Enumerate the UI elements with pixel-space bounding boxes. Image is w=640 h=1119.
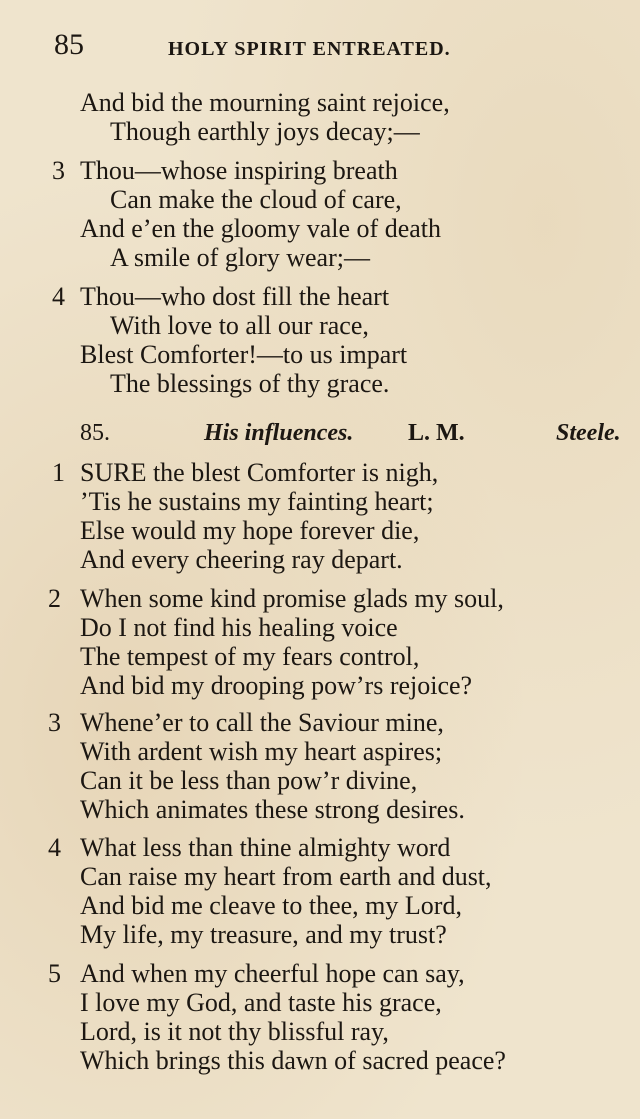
verse-line: And when my cheerful hope can say, bbox=[80, 959, 465, 988]
verse-line: Which animates these strong desires. bbox=[80, 795, 465, 824]
verse-line: When some kind promise glads my soul, bbox=[80, 584, 504, 613]
verse-line: What less than thine almighty word bbox=[80, 833, 451, 862]
page-header bbox=[54, 28, 614, 68]
verse-number: 4 bbox=[48, 833, 61, 862]
verse-line: And every cheering ray depart. bbox=[80, 545, 403, 574]
verse-line: Can make the cloud of care, bbox=[110, 185, 402, 214]
verse-line: Can it be less than pow’r divine, bbox=[80, 766, 418, 795]
verse-number: 2 bbox=[48, 584, 61, 613]
verse-line: Else would my hope forever die, bbox=[80, 516, 420, 545]
page-number: 85 bbox=[54, 28, 84, 61]
verse-line: Lord, is it not thy blissful ray, bbox=[80, 1017, 389, 1046]
hymn-header bbox=[80, 420, 630, 454]
verse-number: 3 bbox=[48, 708, 61, 737]
verse-line: And e’en the gloomy vale of death bbox=[80, 214, 441, 243]
verse-line: I love my God, and taste his grace, bbox=[80, 988, 442, 1017]
verse-line: And bid my drooping pow’rs rejoice? bbox=[80, 671, 473, 700]
verse-line: Thou—whose inspiring breath bbox=[80, 156, 398, 185]
verse-line: Though earthly joys decay;— bbox=[110, 117, 420, 146]
verse-line: With ardent wish my heart aspires; bbox=[80, 737, 443, 766]
hymn-author: Steele. bbox=[556, 420, 621, 446]
hymn-title: His influences. bbox=[204, 420, 354, 446]
verse-line: A smile of glory wear;— bbox=[110, 243, 370, 272]
verse-line: The tempest of my fears control, bbox=[80, 642, 420, 671]
verse-line: Can raise my heart from earth and dust, bbox=[80, 862, 492, 891]
verse-number: 3 bbox=[52, 156, 65, 185]
verse-line: Do I not find his healing voice bbox=[80, 613, 398, 642]
verse-line: ’Tis he sustains my fainting heart; bbox=[80, 487, 434, 516]
verse-number: 5 bbox=[48, 959, 61, 988]
verse-line: And bid the mourning saint rejoice, bbox=[80, 88, 450, 117]
verse-line: Blest Comforter!—to us impart bbox=[80, 340, 408, 369]
verse-number: 1 bbox=[52, 458, 65, 487]
verse-number: 4 bbox=[52, 282, 65, 311]
hymn-meter: L. M. bbox=[408, 420, 465, 446]
verse-line: And bid me cleave to thee, my Lord, bbox=[80, 891, 462, 920]
verse-line: Whene’er to call the Saviour mine, bbox=[80, 708, 444, 737]
verse-line: Thou—who dost fill the heart bbox=[80, 282, 390, 311]
verse-line: The blessings of thy grace. bbox=[110, 369, 390, 398]
running-title: HOLY SPIRIT ENTREATED. bbox=[168, 38, 451, 60]
hymn-number: 85. bbox=[80, 420, 110, 446]
verse-line: My life, my treasure, and my trust? bbox=[80, 920, 447, 949]
verse-line: Which brings this dawn of sacred peace? bbox=[80, 1046, 506, 1075]
verse-line: SURE the blest Comforter is nigh, bbox=[80, 458, 439, 487]
verse-line: With love to all our race, bbox=[110, 311, 369, 340]
